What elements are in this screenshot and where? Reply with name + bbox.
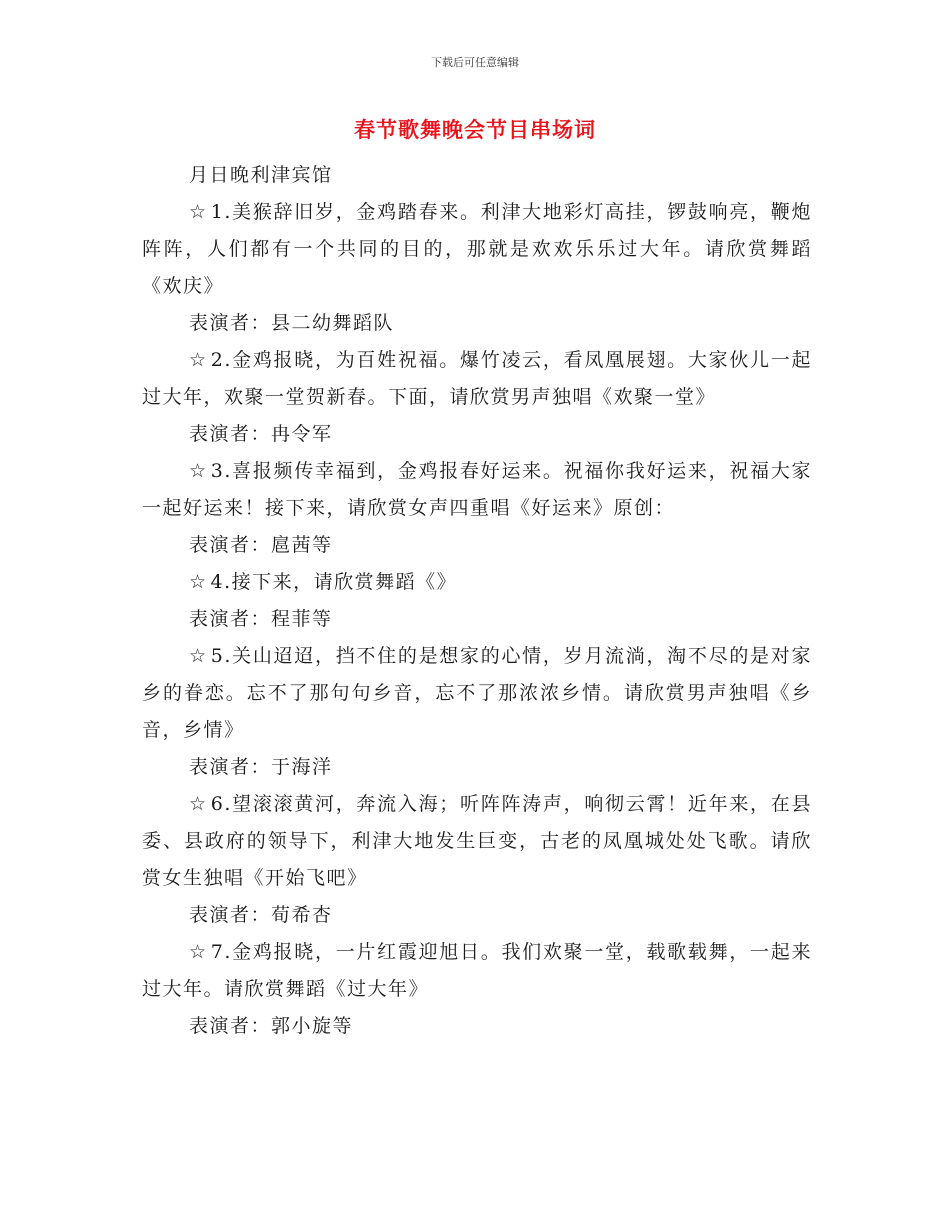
star-icon: ☆ <box>189 349 208 371</box>
performer-line: 表演者：郭小旋等 <box>189 1015 354 1037</box>
page-header: 下载后可任意编辑 <box>431 56 519 69</box>
program-text: 4.接下来，请欣赏舞蹈《》 <box>210 571 458 593</box>
program-text: 3.喜报频传幸福到，金鸡报春好运来。祝福你我好运来，祝福大家一起好运来！接下来，请欣赏女声四重唱《好运来》原创： <box>142 460 812 519</box>
program-item <box>142 453 812 527</box>
document-body <box>142 157 812 1045</box>
program-item <box>142 564 812 601</box>
document-title: 春节歌舞晚会节目串场词 <box>354 117 596 142</box>
star-icon: ☆ <box>189 571 208 593</box>
program-text: 6.望滚滚黄河，奔流入海；听阵阵涛声，响彻云霄！近年来，在县委、县政府的领导下，利津大地发生巨变，古老的凤凰城处处飞歌。请欣赏女生独唱《开始飞吧》 <box>142 793 812 889</box>
intro-line: 月日晚利津宾馆 <box>189 164 333 186</box>
star-icon: ☆ <box>189 460 208 482</box>
star-icon: ☆ <box>189 201 208 223</box>
star-icon: ☆ <box>189 645 208 667</box>
program-item <box>142 786 812 897</box>
performer-line: 表演者：于海洋 <box>189 756 333 778</box>
star-icon: ☆ <box>189 793 208 815</box>
performer-line: 表演者：县二幼舞蹈队 <box>189 312 395 334</box>
program-text: 7.金鸡报晓，一片红霞迎旭日。我们欢聚一堂，载歌载舞，一起来过大年。请欣赏舞蹈《过大年》 <box>142 941 812 1000</box>
program-item <box>142 194 812 305</box>
star-icon: ☆ <box>189 941 208 963</box>
program-item <box>142 342 812 416</box>
program-item <box>142 638 812 749</box>
performer-line: 表演者：荀希杏 <box>189 904 333 926</box>
performer-line: 表演者：扈茜等 <box>189 534 333 556</box>
program-text: 2.金鸡报晓，为百姓祝福。爆竹凌云，看凤凰展翅。大家伙儿一起过大年，欢聚一堂贺新春。下面，请欣赏男声独唱《欢聚一堂》 <box>142 349 812 408</box>
program-item <box>142 934 812 1008</box>
program-text: 5.关山迢迢，挡不住的是想家的心情，岁月流淌，淘不尽的是对家乡的眷恋。忘不了那句句乡音，忘不了那浓浓乡情。请欣赏男声独唱《乡音，乡情》 <box>142 645 812 741</box>
performer-line: 表演者：冉令军 <box>189 423 333 445</box>
program-text: 1.美猴辞旧岁，金鸡踏春来。利津大地彩灯高挂，锣鼓响亮，鞭炮阵阵，人们都有一个共同的目的，那就是欢欢乐乐过大年。请欣赏舞蹈《欢庆》 <box>142 201 812 297</box>
performer-line: 表演者：程菲等 <box>189 608 333 630</box>
